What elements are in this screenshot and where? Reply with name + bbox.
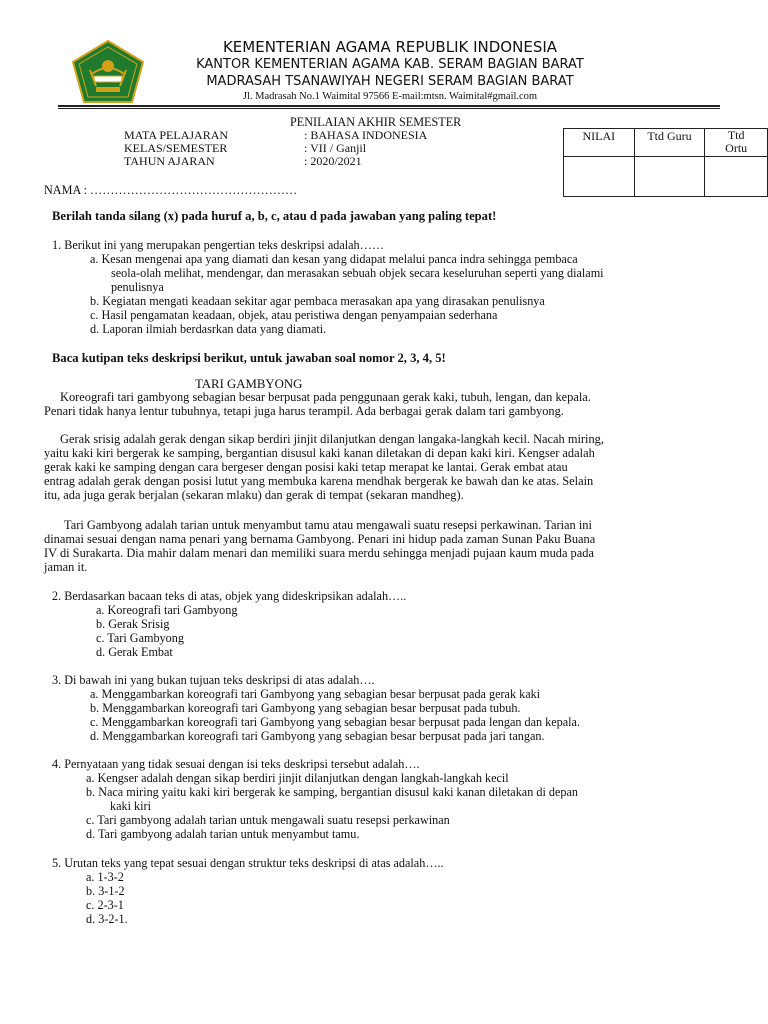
ministry-logo bbox=[70, 40, 146, 104]
passage-title: TARI GAMBYONG bbox=[195, 377, 303, 391]
q2-option-c: c. Tari Gambyong bbox=[96, 631, 184, 645]
year-label: TAHUN AJARAN bbox=[124, 154, 215, 168]
year-value: : 2020/2021 bbox=[304, 154, 362, 168]
q1-option-a: a. Kesan mengenai apa yang diamati dan kesan yang didapat melalui panca indra sehingga pembaca bbox=[90, 252, 578, 266]
ttd-guru-header: Ttd Guru bbox=[634, 129, 705, 157]
q5-option-d: d. 3-2-1. bbox=[86, 912, 128, 926]
q1-option-b: b. Kegiatan mengati keadaan sekitar agar pembaca merasakan apa yang dirasakan penulisnya bbox=[90, 294, 545, 308]
instruction-1: Berilah tanda silang (x) pada huruf a, b, c, atau d pada jawaban yang paling tepat! bbox=[52, 209, 497, 223]
q3-stem: 3. Di bawah ini yang bukan tujuan teks deskripsi di atas adalah…. bbox=[52, 673, 375, 687]
q5-option-a: a. 1-3-2 bbox=[86, 870, 124, 884]
ttd-guru-cell[interactable] bbox=[634, 157, 705, 197]
header-school: MADRASAH TSANAWIYAH NEGERI SERAM BAGIAN BARAT bbox=[206, 74, 574, 89]
instruction-2: Baca kutipan teks deskripsi berikut, untuk jawaban soal nomor 2, 3, 4, 5! bbox=[52, 351, 446, 365]
class-value: : VII / Ganjil bbox=[304, 141, 367, 155]
ttd-ortu-cell[interactable] bbox=[705, 157, 768, 197]
header-address: Jl. Madrasah No.1 Waimital 97566 E-mail:mtsn. Waimital#gmail.com bbox=[242, 91, 538, 102]
q1-option-a-line3: penulisnya bbox=[111, 280, 164, 294]
passage-p2-line4: entrag adalah gerak dengan posisi lutut yang membuka karena mendhak bergerak ke bawah dan ke atas. Selain bbox=[44, 474, 594, 488]
q4-option-c: c. Tari gambyong adalah tarian untuk mengawali suatu resepsi perkawinan bbox=[86, 813, 450, 827]
score-table bbox=[563, 128, 768, 197]
q1-stem: 1. Berikut ini yang merupakan pengertian teks deskripsi adalah…… bbox=[52, 238, 385, 252]
nilai-header: NILAI bbox=[564, 129, 635, 157]
passage-p3-line4: jaman it. bbox=[44, 560, 88, 574]
q4-option-d: d. Tari gambyong adalah tarian untuk menyambut tamu. bbox=[86, 827, 360, 841]
passage-p3-line1: Tari Gambyong adalah tarian untuk menyambut tamu atau mengawali suatu resepsi perkawinan. Tarian ini bbox=[64, 518, 592, 532]
passage-p2-line2: yaitu kaki kiri bergerak ke samping, bergantian disusul kaki kanan diletakan di depan kaki kiri. Kengser adalah bbox=[44, 446, 595, 460]
header-office: KANTOR KEMENTERIAN AGAMA KAB. SERAM BAGIAN BARAT bbox=[196, 57, 584, 72]
header-rule-thick bbox=[58, 105, 720, 107]
q2-option-d: d. Gerak Embat bbox=[96, 645, 173, 659]
class-label: KELAS/SEMESTER bbox=[124, 141, 228, 155]
q3-option-d: d. Menggambarkan koreografi tari Gambyong yang sebagian besar berpusat pada jari tangan. bbox=[90, 729, 545, 743]
q1-option-c: c. Hasil pengamatan keadaan, objek, atau peristiwa dengan penyampaian sederhana bbox=[90, 308, 498, 322]
passage-p2-line1: Gerak srisig adalah gerak dengan sikap berdiri jinjit dilanjutkan dengan langaka-langkah kecil. Nacah miring, bbox=[60, 432, 604, 446]
q3-option-b: b. Menggambarkan koreografi tari Gambyong yang sebagian besar berpusat pada tubuh. bbox=[90, 701, 521, 715]
subject-label: MATA PELAJARAN bbox=[124, 128, 229, 142]
q2-stem: 2. Berdasarkan bacaan teks di atas, objek yang dideskripsikan adalah….. bbox=[52, 589, 407, 603]
q3-option-a: a. Menggambarkan koreografi tari Gambyong yang sebagian besar berpusat pada gerak kaki bbox=[90, 687, 541, 701]
q2-option-b: b. Gerak Srisig bbox=[96, 617, 170, 631]
q1-option-d: d. Laporan ilmiah berdasrkan data yang diamati. bbox=[90, 322, 327, 336]
exam-title: PENILAIAN AKHIR SEMESTER bbox=[290, 115, 462, 129]
passage-p3-line2: dinamai sesuai dengan nama penari yang bernama Gambyong. Penari ini hidup pada zaman Sunan Paku Buana bbox=[44, 532, 596, 546]
q4-option-a: a. Kengser adalah dengan sikap berdiri jinjit dilanjutkan dengan langkah-langkah kecil bbox=[86, 771, 509, 785]
q5-stem: 5. Urutan teks yang tepat sesuai dengan struktur teks deskripsi di atas adalah….. bbox=[52, 856, 444, 870]
name-field: NAMA : …………………………………………… bbox=[44, 183, 298, 197]
subject-value: : BAHASA INDONESIA bbox=[304, 128, 428, 142]
q1-option-a-line2: seola-olah melihat, mendengar, dan merasakan sebuah objek secara keseluruhan seperti yang dialami bbox=[111, 266, 604, 280]
header-rule-thin bbox=[58, 108, 720, 109]
q3-option-c: c. Menggambarkan koreografi tari Gambyong yang sebagian besar berpusat pada lengan dan kepala. bbox=[90, 715, 581, 729]
q4-option-b: b. Naca miring yaitu kaki kiri bergerak ke samping, bergantian disusul kaki kanan diletakan di depan bbox=[86, 785, 578, 799]
passage-p3-line3: IV di Surakarta. Dia mahir dalam menari dan memiliki suara merdu sehingga menjadi pujaan kaum muda pada bbox=[44, 546, 594, 560]
passage-p1-line1: Koreografi tari gambyong sebagian besar berpusat pada penggunaan gerak kaki, tubuh, lengan, dan kepala. bbox=[60, 390, 591, 404]
q5-option-c: c. 2-3-1 bbox=[86, 898, 124, 912]
header-ministry: KEMENTERIAN AGAMA REPUBLIK INDONESIA bbox=[222, 38, 558, 56]
nilai-cell[interactable] bbox=[564, 157, 635, 197]
q2-option-a: a. Koreografi tari Gambyong bbox=[96, 603, 238, 617]
ttd-ortu-header: Ttd Ortu bbox=[705, 129, 768, 157]
q4-stem: 4. Pernyataan yang tidak sesuai dengan isi teks deskripsi tersebut adalah…. bbox=[52, 757, 420, 771]
passage-p2-line5: itu, ada juga gerak berjalan (sekaran mlaku) dan gerak di tempat (sekaran mandheg). bbox=[44, 488, 464, 502]
passage-p1-line2: Penari tidak hanya lentur tubuhnya, tetapi juga harus terampil. Ada berbagai gerak dalam tari gambyong. bbox=[44, 404, 564, 418]
q4-option-b-line2: kaki kiri bbox=[110, 799, 151, 813]
passage-p2-line3: gerak kaki ke samping dengan cara bergeser dengan posisi kaki tetap merapat ke lantai. Gerak embat atau bbox=[44, 460, 568, 474]
q5-option-b: b. 3-1-2 bbox=[86, 884, 125, 898]
